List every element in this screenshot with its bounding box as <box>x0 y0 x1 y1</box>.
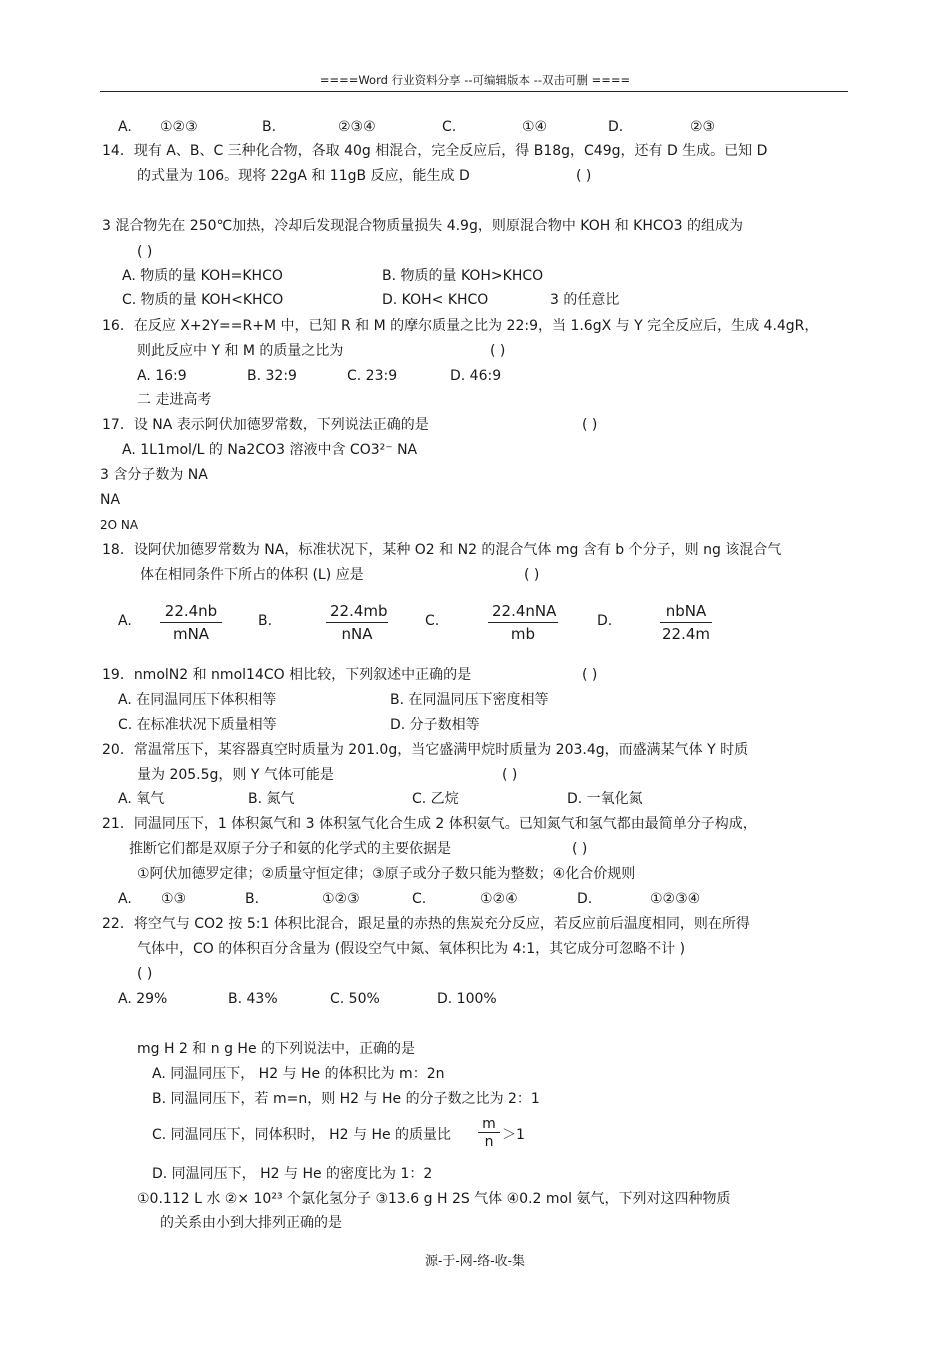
q16-line-2: 则此反应中 Y 和 M 的质量之比为 <box>137 343 344 359</box>
q21-line-1: 21．同温同压下，1 体积氮气和 3 体积氢气化合生成 2 体积氨气。已知氮气和氢气都由最简单分子构成， <box>102 816 757 832</box>
q23-option-c-tail: ＞1 <box>502 1127 525 1143</box>
q24-line-1: ①0.112 L 水 ②× 10²³ 个氯化氢分子 ③13.6 g H 2S 气体 ④0.2 mol 氨气，下列对这四种物质 <box>137 1191 731 1207</box>
q18-line-1: 18．设阿伏加德罗常数为 NA，标准状况下，某种 O2 和 N2 的混合气体 mg 含有 b 个分子，则 ng 该混合气 <box>102 542 782 558</box>
q17-fragment-3: 2O NA <box>100 518 139 532</box>
q21-option-a: A. <box>118 891 132 907</box>
q15-option-d-tail: 3 的任意比 <box>550 292 620 308</box>
q19-option-c: C. 在标准状况下质量相等 <box>118 717 277 733</box>
page-footer: 源-于-网-络-收-集 <box>425 1254 525 1269</box>
q15-option-d: D. KOH< KHCO <box>382 292 489 308</box>
q13-option-b: B. <box>262 119 277 135</box>
q13-option-d-value: ②③ <box>690 119 716 135</box>
q19-option-b: B. 在同温同压下密度相等 <box>390 692 549 708</box>
q15-option-c: C. 物质的量 KOH<KHCO <box>122 292 284 308</box>
q21-option-d-value: ①②③④ <box>650 891 701 907</box>
q17-option-a: A. 1L1mol/L 的 Na2CO3 溶液中含 CO3²⁻ NA <box>122 442 418 458</box>
q21-option-c-value: ①②④ <box>480 891 518 907</box>
q18-fraction-d <box>660 602 712 643</box>
q21-option-a-value: ①③ <box>161 891 187 907</box>
header-rule <box>100 91 848 92</box>
q18-fraction-a <box>160 602 222 643</box>
q14-answer-paren: ( ) <box>576 168 592 184</box>
q20-option-d: D. 一氧化氮 <box>567 791 643 807</box>
q18-fraction-d-numerator: nbNA <box>660 602 712 623</box>
q19-answer-paren: ( ) <box>582 667 598 683</box>
q17-fragment-2: NA <box>100 492 121 508</box>
q23-option-c-numerator: m <box>478 1116 500 1133</box>
q23-option-d: D. 同温同压下， H2 与 He 的密度比为 1：2 <box>152 1166 433 1182</box>
q18-label-c: C. <box>425 613 440 629</box>
q22-option-a: A. 29% <box>118 991 168 1007</box>
q14-line-1: 14．现有 A、B、C 三种化合物，各取 40g 相混合，完全反应后，得 B18g，C49g，还有 D 生成。已知 D <box>102 143 768 159</box>
q13-option-b-value: ②③④ <box>338 119 376 135</box>
q21-option-b-value: ①②③ <box>322 891 360 907</box>
q18-fraction-c-numerator: 22.4nNA <box>488 602 558 623</box>
q22-answer-paren: ( ) <box>137 966 153 982</box>
q18-fraction-d-denominator: 22.4m <box>661 625 710 643</box>
q20-option-b: B. 氮气 <box>248 791 295 807</box>
q23-option-a: A. 同温同压下， H2 与 He 的体积比为 m：2n <box>152 1066 445 1082</box>
q13-option-a: A. <box>118 119 132 135</box>
q19-line-1: 19．nmolN2 和 nmol14CO 相比较，下列叙述中正确的是 <box>102 667 472 683</box>
q18-label-b: B. <box>258 613 273 629</box>
q18-fraction-c <box>488 602 558 643</box>
q16-answer-paren: ( ) <box>490 343 506 359</box>
q16-line-1: 16．在反应 X+2Y==R+M 中，已知 R 和 M 的摩尔质量之比为 22:9，当 1.6gX 与 Y 完全反应后，生成 4.4gR， <box>102 318 819 334</box>
q15-option-b: B. 物质的量 KOH>KHCO <box>382 268 544 284</box>
q24-line-2: 的关系由小到大排列正确的是 <box>160 1215 342 1231</box>
q17-line-1: 17．设 NA 表示阿伏加德罗常数，下列说法正确的是 <box>102 417 429 433</box>
q23-option-c-fraction <box>478 1116 500 1151</box>
q20-line-1: 20．常温常压下，某容器真空时质量为 201.0g，当它盛满甲烷时质量为 203.4g，而盛满某气体 Y 时质 <box>102 742 749 758</box>
q19-option-a: A. 在同温同压下体积相等 <box>118 692 277 708</box>
q23-option-b: B. 同温同压下，若 m=n，则 H2 与 He 的分子数之比为 2：1 <box>152 1091 540 1107</box>
q18-line-2: 体在相同条件下所占的体积 (L) 应是 <box>140 567 364 583</box>
q15-answer-paren: ( ) <box>137 244 153 260</box>
q17-fragment-1: 3 含分子数为 NA <box>100 467 208 483</box>
q20-line-2: 量为 205.5g，则 Y 气体可能是 <box>137 767 334 783</box>
q13-option-c: C. <box>442 119 457 135</box>
q21-option-b: B. <box>245 891 260 907</box>
q22-line-2: 气体中，CO 的体积百分含量为 (假设空气中氮、氧体积比为 4:1，其它成分可忽略不计 ) <box>137 941 686 957</box>
q13-option-c-value: ①④ <box>522 119 548 135</box>
q18-label-d: D. <box>597 613 613 629</box>
q13-option-d: D. <box>608 119 624 135</box>
q14-line-2: 的式量为 106。现将 22gA 和 11gB 反应，能生成 D <box>137 168 470 184</box>
q22-option-d: D. 100% <box>437 991 497 1007</box>
q23-option-c-denominator: n <box>484 1134 494 1150</box>
section-heading: 二 走进高考 <box>137 392 212 408</box>
q16-option-b: B. 32:9 <box>247 368 297 384</box>
q22-line-1: 22．将空气与 CO2 按 5:1 体积比混合，跟足量的赤热的焦炭充分反应，若反应前后温度相同，则在所得 <box>102 916 750 932</box>
q22-option-b: B. 43% <box>228 991 278 1007</box>
q18-answer-paren: ( ) <box>524 567 540 583</box>
q18-fraction-b-denominator: nNA <box>341 625 373 643</box>
q15-option-a: A. 物质的量 KOH=KHCO <box>122 268 283 284</box>
q16-option-c: C. 23:9 <box>347 368 398 384</box>
page-header: ====Word 行业资料分享 --可编辑版本 --双击可删 ==== <box>319 73 631 87</box>
q17-answer-paren: ( ) <box>582 417 598 433</box>
q21-option-d: D. <box>577 891 593 907</box>
q20-option-a: A. 氧气 <box>118 791 165 807</box>
q21-line-3: ①阿伏加德罗定律；②质量守恒定律；③原子或分子数只能为整数；④化合价规则 <box>137 866 636 882</box>
q23-line-1: mg H 2 和 n g He 的下列说法中，正确的是 <box>137 1041 416 1057</box>
q19-option-d: D. 分子数相等 <box>390 717 480 733</box>
q16-option-a: A. 16:9 <box>137 368 187 384</box>
q21-line-2: 推断它们都是双原子分子和氨的化学式的主要依据是 <box>129 841 451 857</box>
q18-fraction-a-denominator: mNA <box>172 625 210 643</box>
q18-fraction-b-numerator: 22.4mb <box>326 602 388 623</box>
q20-answer-paren: ( ) <box>502 767 518 783</box>
q15-line-1: 3 混合物先在 250℃加热，冷却后发现混合物质量损失 4.9g，则原混合物中 KOH 和 KHCO3 的组成为 <box>102 218 744 234</box>
q21-answer-paren: ( ) <box>572 841 588 857</box>
q18-fraction-a-numerator: 22.4nb <box>160 602 222 623</box>
q13-option-a-value: ①②③ <box>160 119 198 135</box>
q21-option-c: C. <box>412 891 427 907</box>
q18-fraction-c-denominator: mb <box>510 625 536 643</box>
q23-option-c: C. 同温同压下，同体积时， H2 与 He 的质量比 <box>152 1127 452 1143</box>
q18-fraction-b <box>326 602 388 643</box>
q16-option-d: D. 46:9 <box>450 368 502 384</box>
q18-label-a: A. <box>118 613 132 629</box>
q20-option-c: C. 乙烷 <box>412 791 459 807</box>
q22-option-c: C. 50% <box>330 991 380 1007</box>
